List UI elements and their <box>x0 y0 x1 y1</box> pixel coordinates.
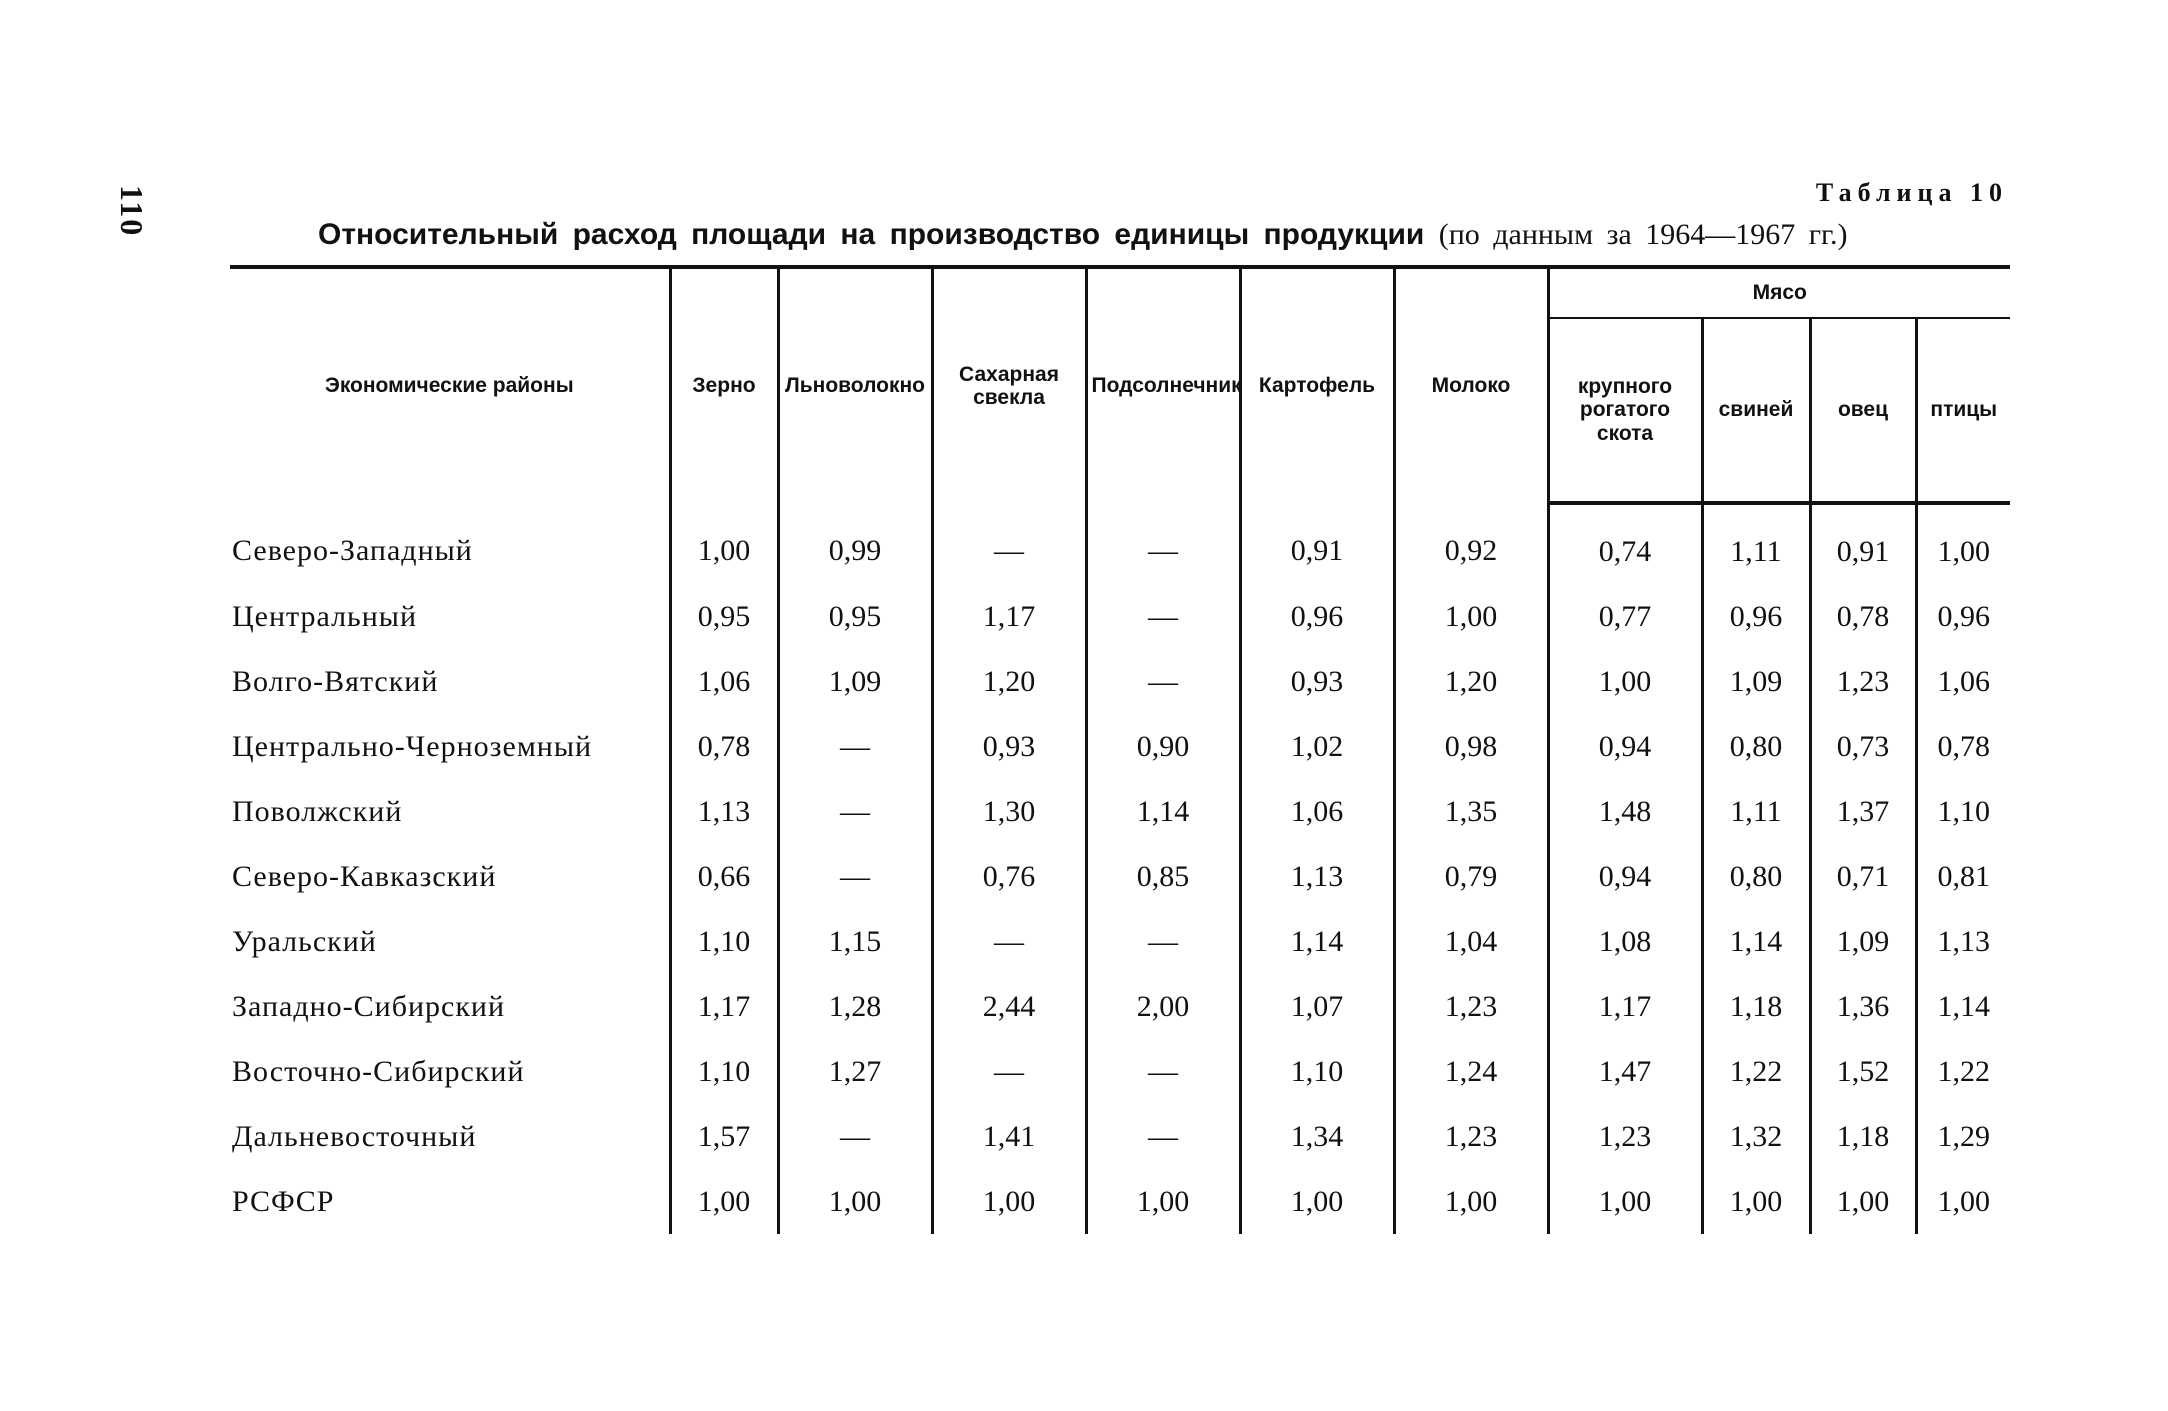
table-cell: 0,91 <box>1240 503 1394 584</box>
table-row <box>230 779 2010 844</box>
table-cell: 1,34 <box>1240 1104 1394 1169</box>
table-cell: 1,57 <box>670 1104 778 1169</box>
table-cell: 1,23 <box>1394 1104 1548 1169</box>
table-cell: 1,23 <box>1394 974 1548 1039</box>
table-cell: — <box>932 1039 1086 1104</box>
table-cell: 1,17 <box>1548 974 1702 1039</box>
title-main: Относительный расход площади на производство единицы продукции <box>318 218 1425 251</box>
table-cell: — <box>778 714 932 779</box>
table-cell: 1,28 <box>778 974 932 1039</box>
table-row <box>230 584 2010 649</box>
table-cell: — <box>778 779 932 844</box>
table-cell: 1,15 <box>778 909 932 974</box>
table-cell: 1,35 <box>1394 779 1548 844</box>
table-cell: 1,00 <box>1394 584 1548 649</box>
table-cell: 0,92 <box>1394 503 1548 584</box>
table-cell: 1,02 <box>1240 714 1394 779</box>
table-cell: 1,10 <box>1240 1039 1394 1104</box>
table-cell: 0,91 <box>1810 503 1916 584</box>
region-name: Восточно-Сибирский <box>232 1054 525 1088</box>
table-cell: 1,17 <box>670 974 778 1039</box>
table-cell: 1,09 <box>1810 909 1916 974</box>
table-cell: — <box>1086 649 1240 714</box>
table-cell: — <box>1086 503 1240 584</box>
header-milk: Молоко <box>1394 267 1548 503</box>
table-cell: — <box>1086 584 1240 649</box>
region-name: Северо-Западный <box>232 533 473 567</box>
table-cell: 1,52 <box>1810 1039 1916 1104</box>
table-cell: 1,04 <box>1394 909 1548 974</box>
header-sugar-beet: Сахарная свекла <box>932 267 1086 503</box>
table-cell: 0,90 <box>1086 714 1240 779</box>
table-cell: 0,80 <box>1702 844 1810 909</box>
region-name: Поволжский <box>232 794 403 828</box>
table-row <box>230 974 2010 1039</box>
header-meat: Мясо <box>1548 267 2010 318</box>
table-cell: 1,09 <box>778 649 932 714</box>
table-cell: 1,07 <box>1240 974 1394 1039</box>
table-cell: 0,95 <box>778 584 932 649</box>
header-potato: Картофель <box>1240 267 1394 503</box>
table-cell: 1,10 <box>1916 779 2010 844</box>
header-grain: Зерно <box>670 267 778 503</box>
header-region: Экономические районы <box>230 267 670 503</box>
table-cell: 1,00 <box>670 503 778 584</box>
table-cell: 1,27 <box>778 1039 932 1104</box>
header-cattle: крупного рогатого скота <box>1548 318 1702 503</box>
region-name: Волго-Вятский <box>232 664 439 698</box>
table-cell: — <box>778 844 932 909</box>
table-cell: 0,99 <box>778 503 932 584</box>
table-cell: 1,32 <box>1702 1104 1810 1169</box>
table-row <box>230 503 2010 584</box>
table-cell: 1,29 <box>1916 1104 2010 1169</box>
table-cell: 0,98 <box>1394 714 1548 779</box>
region-name: Центральный <box>232 599 418 633</box>
table-cell: 1,00 <box>670 1169 778 1234</box>
table-cell: 0,81 <box>1916 844 2010 909</box>
table-cell: 1,14 <box>1240 909 1394 974</box>
table-cell: 0,96 <box>1916 584 2010 649</box>
table-cell: 0,80 <box>1702 714 1810 779</box>
table-cell: 1,14 <box>1916 974 2010 1039</box>
table-cell: 0,96 <box>1240 584 1394 649</box>
table-cell: 1,23 <box>1548 1104 1702 1169</box>
table-cell: 1,22 <box>1916 1039 2010 1104</box>
header-sheep: овец <box>1810 318 1916 503</box>
table-cell: 1,00 <box>1810 1169 1916 1234</box>
table-cell: 1,00 <box>932 1169 1086 1234</box>
table-cell: 1,37 <box>1810 779 1916 844</box>
table-cell: 2,44 <box>932 974 1086 1039</box>
table-cell: 0,76 <box>932 844 1086 909</box>
table-row <box>230 649 2010 714</box>
table-cell: — <box>1086 1039 1240 1104</box>
table-cell: 0,71 <box>1810 844 1916 909</box>
title-period: (по данным за 1964—1967 гг.) <box>1438 218 1848 251</box>
table-row <box>230 714 2010 779</box>
table-cell: 1,13 <box>1916 909 2010 974</box>
table-cell: — <box>932 909 1086 974</box>
table-cell: 1,17 <box>932 584 1086 649</box>
table-cell: 1,13 <box>670 779 778 844</box>
table-cell: 0,85 <box>1086 844 1240 909</box>
table-cell: 0,78 <box>670 714 778 779</box>
table-cell: 0,96 <box>1702 584 1810 649</box>
table-cell: 0,78 <box>1916 714 2010 779</box>
table-row <box>230 844 2010 909</box>
table-cell: 1,20 <box>1394 649 1548 714</box>
table-cell: 0,93 <box>1240 649 1394 714</box>
table-row <box>230 1169 2010 1234</box>
table-cell: 1,14 <box>1086 779 1240 844</box>
table-cell: 1,22 <box>1702 1039 1810 1104</box>
table-cell: 1,13 <box>1240 844 1394 909</box>
region-name: РСФСР <box>232 1184 335 1218</box>
table-cell: 1,14 <box>1702 909 1810 974</box>
table-cell: 1,00 <box>1548 649 1702 714</box>
table-cell: 1,00 <box>1548 1169 1702 1234</box>
table-cell: 1,36 <box>1810 974 1916 1039</box>
table-cell: — <box>1086 1104 1240 1169</box>
table-cell: 1,00 <box>1702 1169 1810 1234</box>
table-cell: 1,11 <box>1702 779 1810 844</box>
region-name: Западно-Сибирский <box>232 989 506 1023</box>
table-cell: 0,77 <box>1548 584 1702 649</box>
table-cell: 1,30 <box>932 779 1086 844</box>
table-cell: 1,41 <box>932 1104 1086 1169</box>
table-cell: 1,08 <box>1548 909 1702 974</box>
table-label: Таблица 10 <box>1815 178 2008 207</box>
table-cell: 0,95 <box>670 584 778 649</box>
table-cell: 1,47 <box>1548 1039 1702 1104</box>
table-cell: 1,18 <box>1702 974 1810 1039</box>
table-cell: 0,94 <box>1548 844 1702 909</box>
table-cell: 0,74 <box>1548 503 1702 584</box>
table-cell: 1,06 <box>1916 649 2010 714</box>
table-cell: — <box>1086 909 1240 974</box>
table-cell: 1,00 <box>1240 1169 1394 1234</box>
table-cell: 2,00 <box>1086 974 1240 1039</box>
table-cell: 1,23 <box>1810 649 1916 714</box>
table-cell: 0,93 <box>932 714 1086 779</box>
data-table <box>230 265 2010 1234</box>
table-cell: 1,06 <box>670 649 778 714</box>
table-cell: 1,00 <box>1916 503 2010 584</box>
table-cell: 1,10 <box>670 909 778 974</box>
header-sunflower: Подсолнечник <box>1086 267 1240 503</box>
page-number: 110 <box>114 185 150 238</box>
table-cell: 0,79 <box>1394 844 1548 909</box>
region-name: Уральский <box>232 924 377 958</box>
header-pigs: свиней <box>1702 318 1810 503</box>
table-row <box>230 1039 2010 1104</box>
header-flax: Льноволокно <box>778 267 932 503</box>
table-cell: — <box>778 1104 932 1169</box>
table-cell: — <box>932 503 1086 584</box>
table-cell: 1,00 <box>1394 1169 1548 1234</box>
table-cell: 1,00 <box>1916 1169 2010 1234</box>
header-poultry: птицы <box>1916 318 2010 503</box>
table-cell: 0,66 <box>670 844 778 909</box>
region-name: Дальневосточный <box>232 1119 477 1153</box>
table-cell: 1,10 <box>670 1039 778 1104</box>
table-body <box>230 503 2010 1234</box>
table-cell: 1,11 <box>1702 503 1810 584</box>
table-cell: 1,48 <box>1548 779 1702 844</box>
table-row <box>230 1104 2010 1169</box>
table-cell: 1,06 <box>1240 779 1394 844</box>
table-row <box>230 909 2010 974</box>
table-cell: 1,00 <box>778 1169 932 1234</box>
table-title <box>318 218 2018 252</box>
table-cell: 1,00 <box>1086 1169 1240 1234</box>
table-cell: 0,73 <box>1810 714 1916 779</box>
table-cell: 1,20 <box>932 649 1086 714</box>
table-cell: 1,24 <box>1394 1039 1548 1104</box>
region-name: Центрально-Черноземный <box>232 729 593 763</box>
table-cell: 1,09 <box>1702 649 1810 714</box>
table-cell: 1,18 <box>1810 1104 1916 1169</box>
region-name: Северо-Кавказский <box>232 859 497 893</box>
table-cell: 0,94 <box>1548 714 1702 779</box>
table-cell: 0,78 <box>1810 584 1916 649</box>
